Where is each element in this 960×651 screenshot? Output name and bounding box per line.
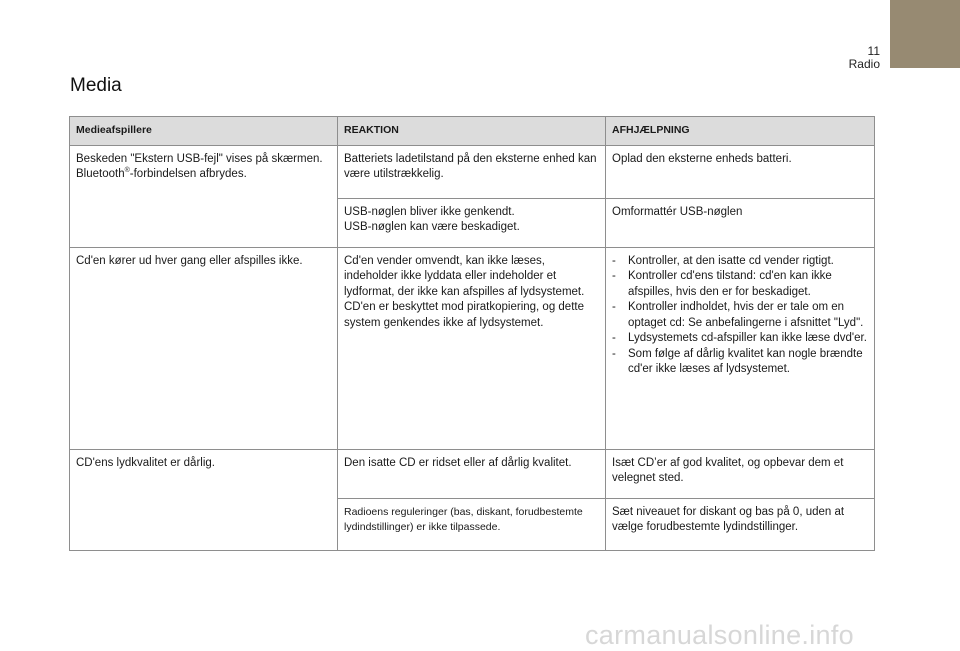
table-header-row [70,117,875,146]
solution-text: Sæt niveauet for diskant og bas på 0, uden at vælge forudbestemte lydindstillinger. [612,505,845,533]
solution-text: Isæt CD’er af god kvalitet, og opbevar dem et velegnet sted. [612,456,844,484]
problem-text: Beskeden "Ekstern USB-fejl" vises på skærmen. [76,152,323,165]
solution-text: Omformattér USB-nøglen [612,205,743,218]
table-row [70,449,875,498]
solution-text: Oplad den eksterne enheds batteri. [612,152,792,165]
reaction-text: USB-nøglen kan være beskadiget. [344,221,520,233]
reaction-cell [338,198,606,247]
reaction-text: CD'en er beskyttet mod piratkopiering, og dette system genkendes ikke af lydsystemet. [344,301,584,329]
list-item: - Kontroller, at den isatte cd vender rigtigt. [612,254,868,270]
solution-cell [606,449,875,498]
reaction-text: Den isatte CD er ridset eller af dårlig kvalitet. [344,456,572,469]
list-item: - Kontroller cd'ens tilstand: cd'en kan ikke afspilles, hvis den er for beskadiget. [612,269,868,300]
problem-text: CD'ens lydkvalitet er dårlig. [76,456,215,469]
solution-cell [606,198,875,247]
column-header-reaction: REAKTION [338,117,606,146]
reaction-cell [338,247,606,449]
list-item: - Som følge af dårlig kvalitet kan nogle brændte cd'er ikke læses af lydsystemet. [612,347,868,378]
solution-cell [606,498,875,550]
troubleshooting-table [69,116,875,551]
section-tab-marker [890,0,960,68]
reaction-text: Batteriets ladetilstand på den eksterne enhed kan være utilstrækkelig. [344,152,597,180]
section-name: Radio [848,57,880,71]
problem-text: Bluetooth®-forbindelsen afbrydes. [76,167,247,180]
column-header-solution: AFHJÆLPNING [606,117,875,146]
page-title: Media [70,75,122,96]
watermark: carmanualsonline.info [585,620,854,650]
reaction-cell [338,449,606,498]
reaction-text: Radioens reguleringer (bas, diskant, forudbestemte lydindstillinger) er ikke tilpassede. [344,505,583,533]
table-row [70,247,875,449]
reaction-cell [338,498,606,550]
solution-list [612,254,868,378]
list-item: - Lydsystemets cd-afspiller kan ikke læse dvd'er. [612,331,868,347]
page-number: 11 [867,44,880,58]
table-row [70,145,875,198]
list-item: - Kontroller indholdet, hvis der er tale om en optaget cd: Se anbefalingerne i afsnittet "Lyd". [612,300,868,331]
reaction-text: Cd'en vender omvendt, kan ikke læses, indeholder ikke lyddata eller indeholder et lydformat, der ikke kan afspilles af lydsystemet. [344,254,585,298]
problem-cell [70,247,338,449]
solution-cell [606,247,875,449]
reaction-text: USB-nøglen bliver ikke genkendt. [344,205,515,218]
column-header-problem: Medieafspillere [70,117,338,146]
problem-cell [70,145,338,247]
problem-text: Cd'en kører ud hver gang eller afspilles ikke. [76,254,303,267]
solution-cell [606,145,875,198]
problem-cell [70,449,338,550]
reaction-cell [338,145,606,198]
